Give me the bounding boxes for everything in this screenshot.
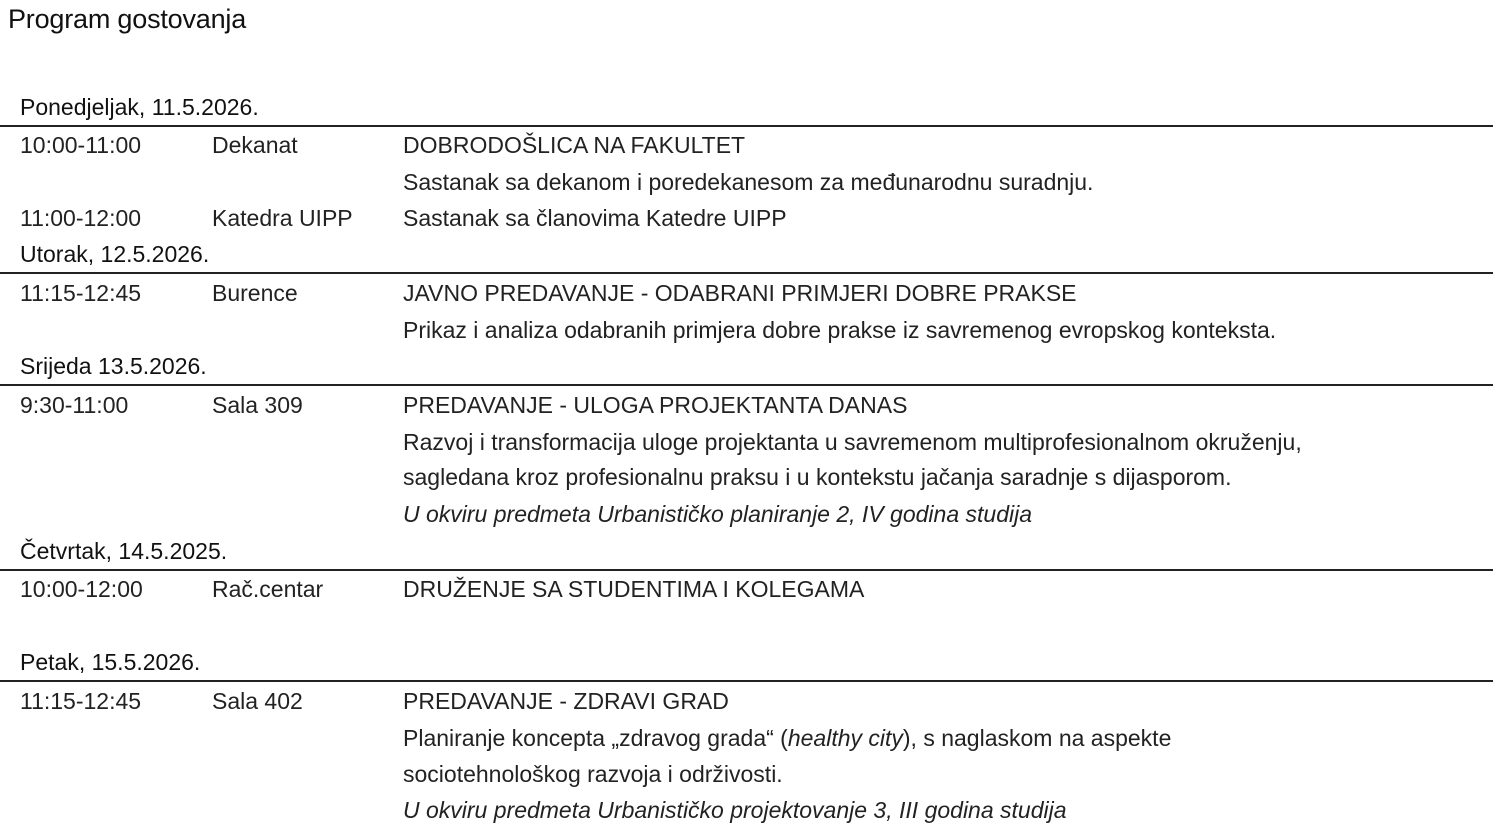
description-text: ), s naglaskom na aspekte [902,725,1172,751]
session-time: 9:30-11:00 [20,392,129,418]
session-title: DRUŽENJE SA STUDENTIMA I KOLEGAMA [403,576,865,602]
session-place: Rač.centar [212,576,324,602]
session-description: Prikaz i analiza odabranih primjera dobre prakse iz savremenog evropskog konteksta. [403,317,1277,343]
session-description [403,720,1171,756]
session-title: PREDAVANJE - ZDRAVI GRAD [403,688,729,714]
course-note: U okviru predmeta Urbanističko projektovanje 3, III godina studija [403,797,1067,823]
session-description: Razvoj i transformacija uloge projektanta u savremenom multiprofesionalnom okruženju, [403,429,1302,455]
day-label-thursday: Četvrtak, 14.5.2025. [20,538,228,564]
session-place: Dekanat [212,132,298,158]
day-divider [0,272,1493,274]
day-divider [0,680,1493,682]
day-label-wednesday: Srijeda 13.5.2026. [20,353,207,379]
session-time: 10:00-12:00 [20,576,143,602]
session-time: 11:15-12:45 [20,688,142,714]
page-title: Program gostovanja [8,4,247,34]
session-description: sagledana kroz profesionalnu praksu i u kontekstu jačanja saradnje s dijasporom. [403,464,1232,490]
session-title: JAVNO PREDAVANJE - ODABRANI PRIMJERI DOBRE PRAKSE [403,280,1077,306]
session-description: sociotehnološkog razvoja i održivosti. [403,761,783,787]
session-title: Sastanak sa članovima Katedre UIPP [403,205,787,231]
session-time: 10:00-11:00 [20,132,142,158]
description-text: Planiranje koncepta „zdravog grada“ ( [403,725,788,751]
session-place: Katedra UIPP [212,205,353,231]
day-label-tuesday: Utorak, 12.5.2026. [20,241,210,267]
session-title: DOBRODOŠLICA NA FAKULTET [403,132,746,158]
session-time: 11:15-12:45 [20,280,142,306]
course-note: U okviru predmeta Urbanističko planiranje 2, IV godina studija [403,501,1032,527]
session-time: 11:00-12:00 [20,205,142,231]
session-place: Burence [212,280,298,306]
session-title: PREDAVANJE - ULOGA PROJEKTANTA DANAS [403,392,908,418]
session-place: Sala 402 [212,688,303,714]
session-description: Sastanak sa dekanom i poredekanesom za međunarodnu suradnju. [403,169,1094,195]
day-label-monday: Ponedjeljak, 11.5.2026. [20,94,259,120]
day-label-friday: Petak, 15.5.2026. [20,649,201,675]
session-place: Sala 309 [212,392,303,418]
description-italic-term: healthy city [787,725,903,751]
day-divider [0,384,1493,386]
